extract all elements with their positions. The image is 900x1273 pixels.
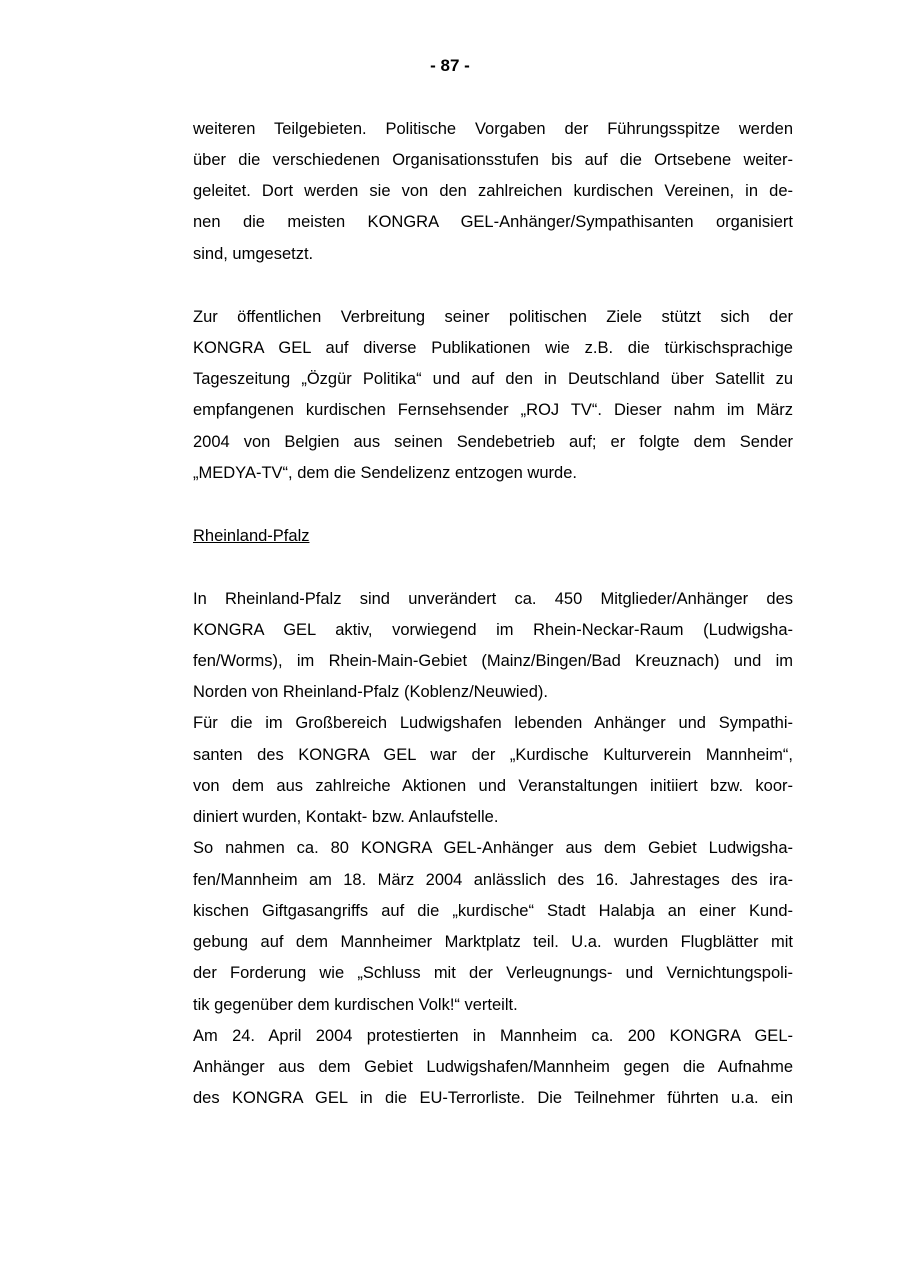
paragraph-2-line: Tageszeitung „Özgür Politika“ und auf den in Deutschland über Satellit zu [193,370,793,388]
paragraph-2-line: 2004 von Belgien aus seinen Sendebetrieb auf; er folgte dem Sender [193,433,793,451]
paragraph-5-line: fen/Mannheim am 18. März 2004 anlässlich des 16. Jahrestages des ira- [193,871,793,889]
paragraph-1-line: nen die meisten KONGRA GEL-Anhänger/Sympathisanten organisiert [193,213,793,231]
paragraph-6-line: Am 24. April 2004 protestierten in Mannheim ca. 200 KONGRA GEL- [193,1027,793,1045]
paragraph-3-line: KONGRA GEL aktiv, vorwiegend im Rhein-Neckar-Raum (Ludwigsha- [193,621,793,639]
paragraph-2-line: KONGRA GEL auf diverse Publikationen wie z.B. die türkischsprachige [193,339,793,357]
paragraph-6-line: des KONGRA GEL in die EU-Terrorliste. Die Teilnehmer führten u.a. ein [193,1089,793,1107]
paragraph-5-line: kischen Giftgasangriffs auf die „kurdische“ Stadt Halabja an einer Kund- [193,902,793,920]
paragraph-1-line: über die verschiedenen Organisationsstufen bis auf die Ortsebene weiter- [193,151,793,169]
paragraph-5-line: So nahmen ca. 80 KONGRA GEL-Anhänger aus dem Gebiet Ludwigsha- [193,839,793,857]
paragraph-2-line: Zur öffentlichen Verbreitung seiner politischen Ziele stützt sich der [193,308,793,326]
paragraph-4-line: Für die im Großbereich Ludwigshafen lebenden Anhänger und Sympathi- [193,714,793,732]
paragraph-2-line: „MEDYA-TV“, dem die Sendelizenz entzogen wurde. [193,464,577,482]
paragraph-3-line: Norden von Rheinland-Pfalz (Koblenz/Neuwied). [193,683,548,701]
paragraph-5-line: gebung auf dem Mannheimer Marktplatz teil. U.a. wurden Flugblätter mit [193,933,793,951]
paragraph-3-line: fen/Worms), im Rhein-Main-Gebiet (Mainz/Bingen/Bad Kreuznach) und im [193,652,793,670]
paragraph-2-line: empfangenen kurdischen Fernsehsender „ROJ TV“. Dieser nahm im März [193,401,793,419]
paragraph-6-line: Anhänger aus dem Gebiet Ludwigshafen/Mannheim gegen die Aufnahme [193,1058,793,1076]
paragraph-4-line: diniert wurden, Kontakt- bzw. Anlaufstelle. [193,808,499,826]
paragraph-1-line: weiteren Teilgebieten. Politische Vorgaben der Führungsspitze werden [193,120,793,138]
paragraph-4-line: santen des KONGRA GEL war der „Kurdische Kulturverein Mannheim“, [193,746,793,764]
paragraph-5-line: tik gegenüber dem kurdischen Volk!“ verteilt. [193,996,518,1014]
paragraph-5-line: der Forderung wie „Schluss mit der Verleugnungs- und Vernichtungspoli- [193,964,793,982]
paragraph-1-line: sind, umgesetzt. [193,245,314,263]
page-number: - 87 - [430,56,470,75]
paragraph-4-line: von dem aus zahlreiche Aktionen und Veranstaltungen initiiert bzw. koor- [193,777,793,795]
section-heading: Rheinland-Pfalz [193,527,310,545]
paragraph-1-line: geleitet. Dort werden sie von den zahlreichen kurdischen Vereinen, in de- [193,182,793,200]
paragraph-3-line: In Rheinland-Pfalz sind unverändert ca. 450 Mitglieder/Anhänger des [193,590,793,608]
